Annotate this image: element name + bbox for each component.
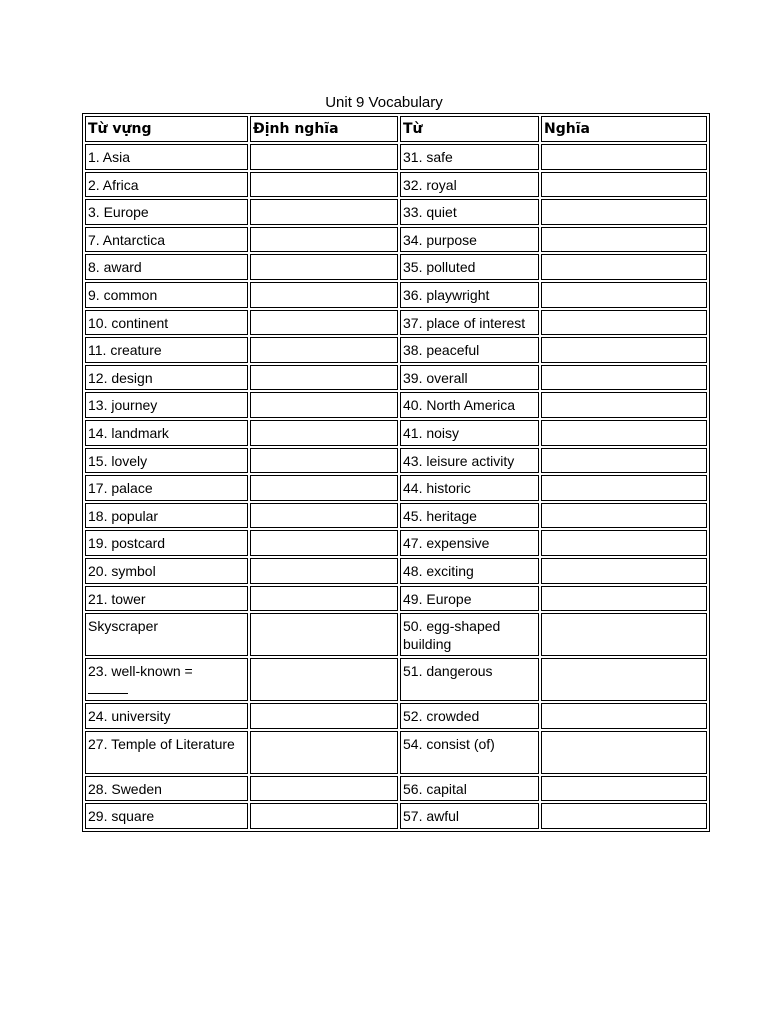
cell-text: 51. dangerous [403, 663, 493, 680]
table-row [85, 144, 707, 170]
table-row [85, 365, 707, 391]
cell-text: 9. common [88, 286, 158, 303]
cell-text: 33. quiet [403, 204, 457, 221]
table-header-row [85, 116, 707, 142]
cell-text: 17. palace [88, 480, 153, 497]
meaning-blank-cell [541, 337, 707, 363]
table-row [85, 475, 707, 501]
definition-blank-cell [250, 475, 398, 501]
table-row [85, 420, 707, 446]
cell-text: 11. creature [88, 342, 162, 359]
meaning-blank-cell [541, 254, 707, 280]
word-term-cell [400, 475, 539, 501]
table-row [85, 254, 707, 280]
cell-text: 34. purpose [403, 231, 477, 248]
meaning-blank-cell [541, 310, 707, 336]
word-term-cell [400, 658, 539, 701]
table-row [85, 703, 707, 729]
cell-text: 32. royal [403, 176, 457, 193]
cell-text: 29. square [88, 808, 155, 825]
word-term-cell [400, 530, 539, 556]
word-term-cell [400, 731, 539, 774]
vocab-term-cell [85, 530, 248, 556]
word-term-cell [400, 227, 539, 253]
table-row [85, 658, 707, 701]
definition-blank-cell [250, 227, 398, 253]
vocab-term-cell [85, 227, 248, 253]
definition-blank-cell [250, 337, 398, 363]
word-term-cell [400, 337, 539, 363]
definition-blank-cell [250, 392, 398, 418]
meaning-blank-cell [541, 586, 707, 612]
meaning-blank-cell [541, 420, 707, 446]
definition-blank-cell [250, 199, 398, 225]
definition-blank-cell [250, 310, 398, 336]
cell-text: 12. design [88, 369, 153, 386]
meaning-blank-cell [541, 282, 707, 308]
word-term-cell [400, 448, 539, 474]
cell-text: 1. Asia [88, 149, 131, 165]
table-row [85, 613, 707, 656]
vocab-term-cell [85, 199, 248, 225]
cell-text: 18. popular [88, 507, 159, 524]
cell-text: 39. overall [403, 369, 468, 386]
cell-text: 15. lovely [88, 452, 148, 469]
vocab-term-cell [85, 254, 248, 280]
table-row [85, 337, 707, 363]
cell-text: 3. Europe [88, 204, 149, 221]
cell-text: 37. place of interest [403, 314, 526, 331]
word-term-cell [400, 776, 539, 802]
vocab-term-cell [85, 658, 248, 701]
cell-text: 13. journey [88, 397, 158, 414]
header-tu-vung: Từ vựng [85, 116, 248, 142]
vocab-term-cell [85, 803, 248, 829]
meaning-blank-cell [541, 776, 707, 802]
table-row [85, 530, 707, 556]
cell-text: 48. exciting [403, 562, 474, 579]
definition-blank-cell [250, 803, 398, 829]
cell-text: 8. award [88, 259, 142, 276]
meaning-blank-cell [541, 703, 707, 729]
document-title: Unit 9 Vocabulary [325, 94, 443, 111]
meaning-blank-cell [541, 199, 707, 225]
vocab-term-cell [85, 392, 248, 418]
definition-blank-cell [250, 658, 398, 701]
word-term-cell [400, 310, 539, 336]
meaning-blank-cell [541, 448, 707, 474]
vocab-term-cell [85, 613, 248, 656]
cell-text: 45. heritage [403, 507, 477, 524]
definition-blank-cell [250, 558, 398, 584]
cell-text: 40. North America [403, 397, 516, 414]
table-row [85, 282, 707, 308]
word-term-cell [400, 703, 539, 729]
meaning-blank-cell [541, 558, 707, 584]
meaning-blank-cell [541, 392, 707, 418]
vocab-term-cell [85, 172, 248, 198]
word-term-cell [400, 558, 539, 584]
word-term-cell [400, 199, 539, 225]
vocabulary-table [82, 113, 710, 832]
vocab-term-cell [85, 282, 248, 308]
definition-blank-cell [250, 530, 398, 556]
vocab-term-cell [85, 448, 248, 474]
definition-blank-cell [250, 254, 398, 280]
definition-blank-cell [250, 144, 398, 170]
table-row [85, 310, 707, 336]
word-term-cell [400, 613, 539, 656]
word-term-cell [400, 503, 539, 529]
cell-text: 20. symbol [88, 562, 156, 579]
table-row [85, 586, 707, 612]
cell-text: 52. crowded [403, 708, 480, 725]
vocab-term-cell [85, 776, 248, 802]
cell-text: 36. playwright [403, 286, 490, 303]
cell-text: 7. Antarctica [88, 231, 166, 248]
cell-text: 23. well-known = [88, 663, 193, 680]
definition-blank-cell [250, 448, 398, 474]
word-term-cell [400, 254, 539, 280]
vocab-term-cell [85, 144, 248, 170]
meaning-blank-cell [541, 803, 707, 829]
table-body [85, 144, 707, 829]
definition-blank-cell [250, 420, 398, 446]
meaning-blank-cell [541, 172, 707, 198]
cell-text: 28. Sweden [88, 780, 162, 797]
cell-text: 27. Temple of Literature [88, 735, 235, 752]
definition-blank-cell [250, 731, 398, 774]
vocab-term-cell [85, 420, 248, 446]
cell-text: 38. peaceful [403, 342, 480, 359]
vocab-term-cell [85, 703, 248, 729]
table-row [85, 199, 707, 225]
table-row [85, 803, 707, 829]
vocab-term-cell [85, 731, 248, 774]
table-row [85, 558, 707, 584]
cell-text: 41. noisy [403, 424, 460, 441]
word-term-cell [400, 144, 539, 170]
word-term-cell [400, 282, 539, 308]
word-term-cell [400, 803, 539, 829]
meaning-blank-cell [541, 227, 707, 253]
definition-blank-cell [250, 613, 398, 656]
cell-text: 57. awful [403, 808, 460, 825]
cell-text: 19. postcard [88, 535, 166, 552]
word-term-cell [400, 365, 539, 391]
meaning-blank-cell [541, 365, 707, 391]
cell-text: 24. university [88, 708, 171, 725]
cell-text: 49. Europe [403, 590, 472, 607]
meaning-blank-cell [541, 503, 707, 529]
word-term-cell [400, 586, 539, 612]
header-tu: Từ [400, 116, 539, 142]
vocab-term-cell [85, 337, 248, 363]
meaning-blank-cell [541, 658, 707, 701]
definition-blank-cell [250, 282, 398, 308]
vocab-term-cell [85, 365, 248, 391]
table-row [85, 503, 707, 529]
table-row [85, 731, 707, 774]
answer-blank-line [88, 681, 128, 694]
cell-text: 56. capital [403, 780, 467, 797]
definition-blank-cell [250, 503, 398, 529]
cell-text: 14. landmark [88, 424, 169, 441]
cell-text: 2. Africa [88, 176, 139, 193]
cell-text: 47. expensive [403, 535, 490, 552]
vocab-term-cell [85, 475, 248, 501]
cell-text: 44. historic [403, 480, 471, 497]
cell-text: 54. consist (of) [403, 735, 495, 752]
meaning-blank-cell [541, 731, 707, 774]
word-term-cell [400, 172, 539, 198]
word-term-cell [400, 392, 539, 418]
meaning-blank-cell [541, 530, 707, 556]
vocab-term-cell [85, 503, 248, 529]
table-row [85, 227, 707, 253]
cell-text: Skyscraper [88, 618, 159, 635]
vocab-term-cell [85, 558, 248, 584]
vocab-term-cell [85, 310, 248, 336]
table-row [85, 776, 707, 802]
header-dinh-nghia: Định nghĩa [250, 116, 398, 142]
meaning-blank-cell [541, 613, 707, 656]
definition-blank-cell [250, 172, 398, 198]
definition-blank-cell [250, 365, 398, 391]
word-term-cell [400, 420, 539, 446]
cell-text: 21. tower [88, 590, 146, 607]
cell-text: 43. leisure activity [403, 452, 515, 469]
table-row [85, 392, 707, 418]
table-row [85, 172, 707, 198]
vocab-term-cell [85, 586, 248, 612]
meaning-blank-cell [541, 475, 707, 501]
table-row [85, 448, 707, 474]
definition-blank-cell [250, 586, 398, 612]
cell-text: 10. continent [88, 314, 169, 331]
definition-blank-cell [250, 703, 398, 729]
cell-text: 31. safe [403, 149, 453, 165]
cell-text: 50. egg-shaped building [403, 618, 501, 653]
meaning-blank-cell [541, 144, 707, 170]
header-nghia: Nghĩa [541, 116, 707, 142]
cell-text: 35. polluted [403, 259, 476, 276]
definition-blank-cell [250, 776, 398, 802]
